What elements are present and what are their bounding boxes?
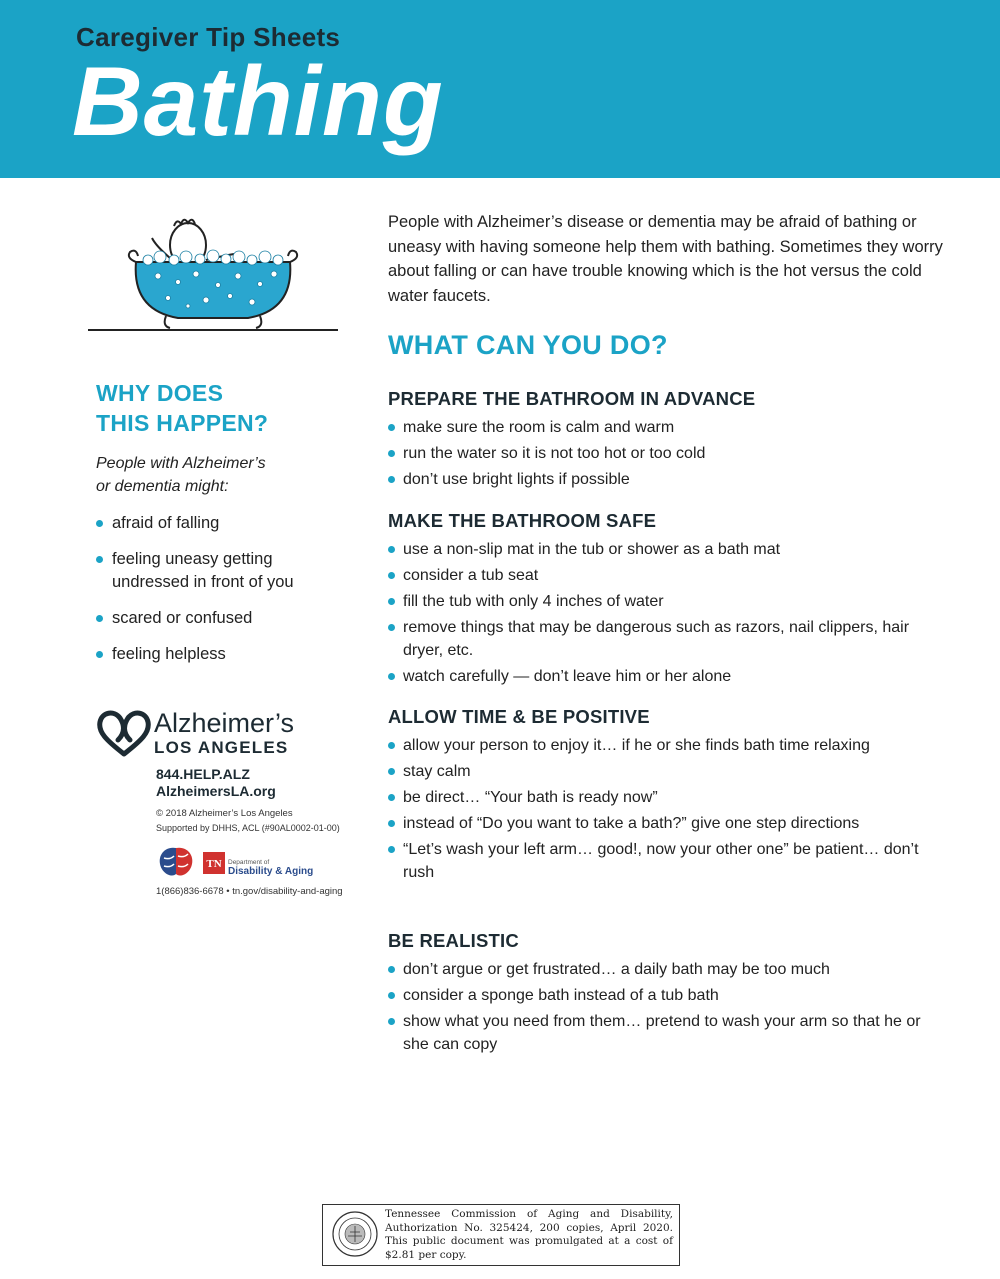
list-item-text: don’t use bright lights if possible [403, 471, 630, 488]
page-title: Bathing [72, 46, 444, 156]
list-item-text: remove things that may be dangerous such as razors, nail clippers, hair dryer, etc. [403, 619, 910, 659]
list-item-text: “Let’s wash your left arm… good!, now your other one” be patient… don’t rush [403, 841, 919, 881]
list-item-text: watch carefully — don’t leave him or her alone [403, 668, 732, 685]
tn-badge-icon [203, 852, 225, 874]
list-item-text: allow your person to enjoy it… if he or she finds bath time relaxing [403, 737, 870, 754]
bullet-icon [388, 424, 395, 431]
website-link[interactable]: AlzheimersLA.org [156, 783, 276, 799]
list-item [388, 734, 948, 757]
list-item [388, 564, 948, 587]
list-item [388, 538, 948, 561]
copyright-text: © 2018 Alzheimer’s Los Angeles [156, 808, 293, 819]
list-item-text: instead of “Do you want to take a bath?” give one step directions [403, 815, 860, 832]
list-item [96, 607, 346, 630]
bullet-icon [388, 673, 395, 680]
section-title: ALLOW TIME & BE POSITIVE [388, 706, 650, 727]
contact-info: 1(866)836-6678 • tn.gov/disability-and-aging [156, 886, 343, 897]
why-heading [96, 378, 356, 438]
list-item [388, 838, 948, 884]
list-item-text: consider a sponge bath instead of a tub bath [403, 987, 719, 1004]
heart-ribbon-icon [96, 710, 152, 758]
list-item-text: stay calm [403, 763, 471, 780]
bullet-icon [388, 846, 395, 853]
bullet-icon [388, 992, 395, 999]
section-safe [388, 510, 948, 691]
list-item [388, 665, 948, 688]
list-item [388, 590, 948, 613]
section-list [388, 416, 948, 491]
what-can-you-do-heading: WHAT CAN YOU DO? [388, 330, 668, 360]
list-item-text: fill the tub with only 4 inches of water [403, 593, 664, 610]
bullet-icon [388, 572, 395, 579]
bullet-icon [96, 651, 103, 658]
brain-logo-icon [156, 844, 196, 880]
list-item [388, 958, 948, 981]
why-heading-line-1: WHY DOES [96, 380, 224, 406]
list-item [388, 812, 948, 835]
bullet-icon [388, 624, 395, 631]
list-item [388, 1010, 948, 1056]
bathtub-person-icon [88, 210, 338, 335]
series-title: Caregiver Tip Sheets [76, 22, 341, 52]
bullet-icon [96, 556, 103, 563]
bullet-icon [388, 966, 395, 973]
list-item-text: don’t argue or get frustrated… a daily bath may be too much [403, 961, 830, 978]
list-item-text: scared or confused [112, 609, 253, 627]
logo-subtitle: LOS ANGELES [154, 738, 289, 757]
logo-name: Alzheimer’s [154, 708, 295, 738]
why-list [96, 512, 346, 679]
bullet-icon [388, 794, 395, 801]
bullet-icon [388, 768, 395, 775]
list-item-text: consider a tub seat [403, 567, 539, 584]
list-item-text: run the water so it is not too hot or too cold [403, 445, 706, 462]
list-item-text: make sure the room is calm and warm [403, 419, 675, 436]
list-item [388, 984, 948, 1007]
list-item-text: feeling uneasy getting undressed in front of you [112, 550, 294, 591]
section-list [388, 538, 948, 688]
bullet-icon [388, 546, 395, 553]
notice-text: Tennessee Commission of Aging and Disability, Authorization No. 325424, 200 copies, April 2020. This public document was promulgated at a cost of $2.81 per copy. [385, 1208, 673, 1261]
section-list [388, 734, 948, 884]
list-item [388, 760, 948, 783]
section-title: BE REALISTIC [388, 930, 519, 951]
section-title: PREPARE THE BATHROOM IN ADVANCE [388, 388, 756, 409]
list-item-text: afraid of falling [112, 514, 220, 532]
section-list [388, 958, 948, 1056]
list-item-text: use a non-slip mat in the tub or shower as a bath mat [403, 541, 781, 558]
section-positive [388, 706, 948, 887]
intro-paragraph: People with Alzheimer’s disease or dementia may be afraid of bathing or uneasy with having someone help them with bathing. Sometimes they worry about falling or can have trouble knowing which is the hot versus the cold water faucets. [388, 213, 943, 305]
list-item-text: feeling helpless [112, 645, 226, 663]
list-item [96, 643, 346, 666]
bullet-icon [96, 615, 103, 622]
why-intro-line-1: People with Alzheimer’s [96, 455, 266, 472]
bullet-icon [388, 598, 395, 605]
why-heading-line-2: THIS HAPPEN? [96, 410, 269, 436]
bullet-icon [96, 520, 103, 527]
bullet-icon [388, 1018, 395, 1025]
bullet-icon [388, 450, 395, 457]
section-prepare [388, 388, 948, 494]
list-item-text: show what you need from them… pretend to wash your arm so that he or she can copy [403, 1013, 921, 1053]
tn-dept-small: Department of [228, 859, 270, 866]
list-item [388, 786, 948, 809]
tennessee-state-seal-icon [331, 1210, 379, 1258]
list-item [388, 416, 948, 439]
bullet-icon [388, 820, 395, 827]
why-intro-line-2: or dementia might: [96, 478, 229, 495]
list-item [388, 442, 948, 465]
tn-badge-text: TN [206, 858, 222, 870]
why-intro [96, 452, 326, 498]
list-item [96, 512, 346, 535]
phone-number: 844.HELP.ALZ [156, 766, 250, 782]
bullet-icon [388, 476, 395, 483]
list-item [388, 616, 948, 662]
list-item [388, 468, 948, 491]
supported-by-text: Supported by DHHS, ACL (#90AL0002-01-00) [156, 823, 340, 833]
list-item-text: be direct… “Your bath is ready now” [403, 789, 658, 806]
bullet-icon [388, 742, 395, 749]
list-item [96, 548, 346, 594]
section-title: MAKE THE BATHROOM SAFE [388, 510, 657, 531]
tn-dept-name: Disability & Aging [228, 866, 314, 877]
section-realistic [388, 930, 948, 1059]
header-banner [0, 0, 1000, 178]
authorization-notice [322, 1204, 680, 1266]
